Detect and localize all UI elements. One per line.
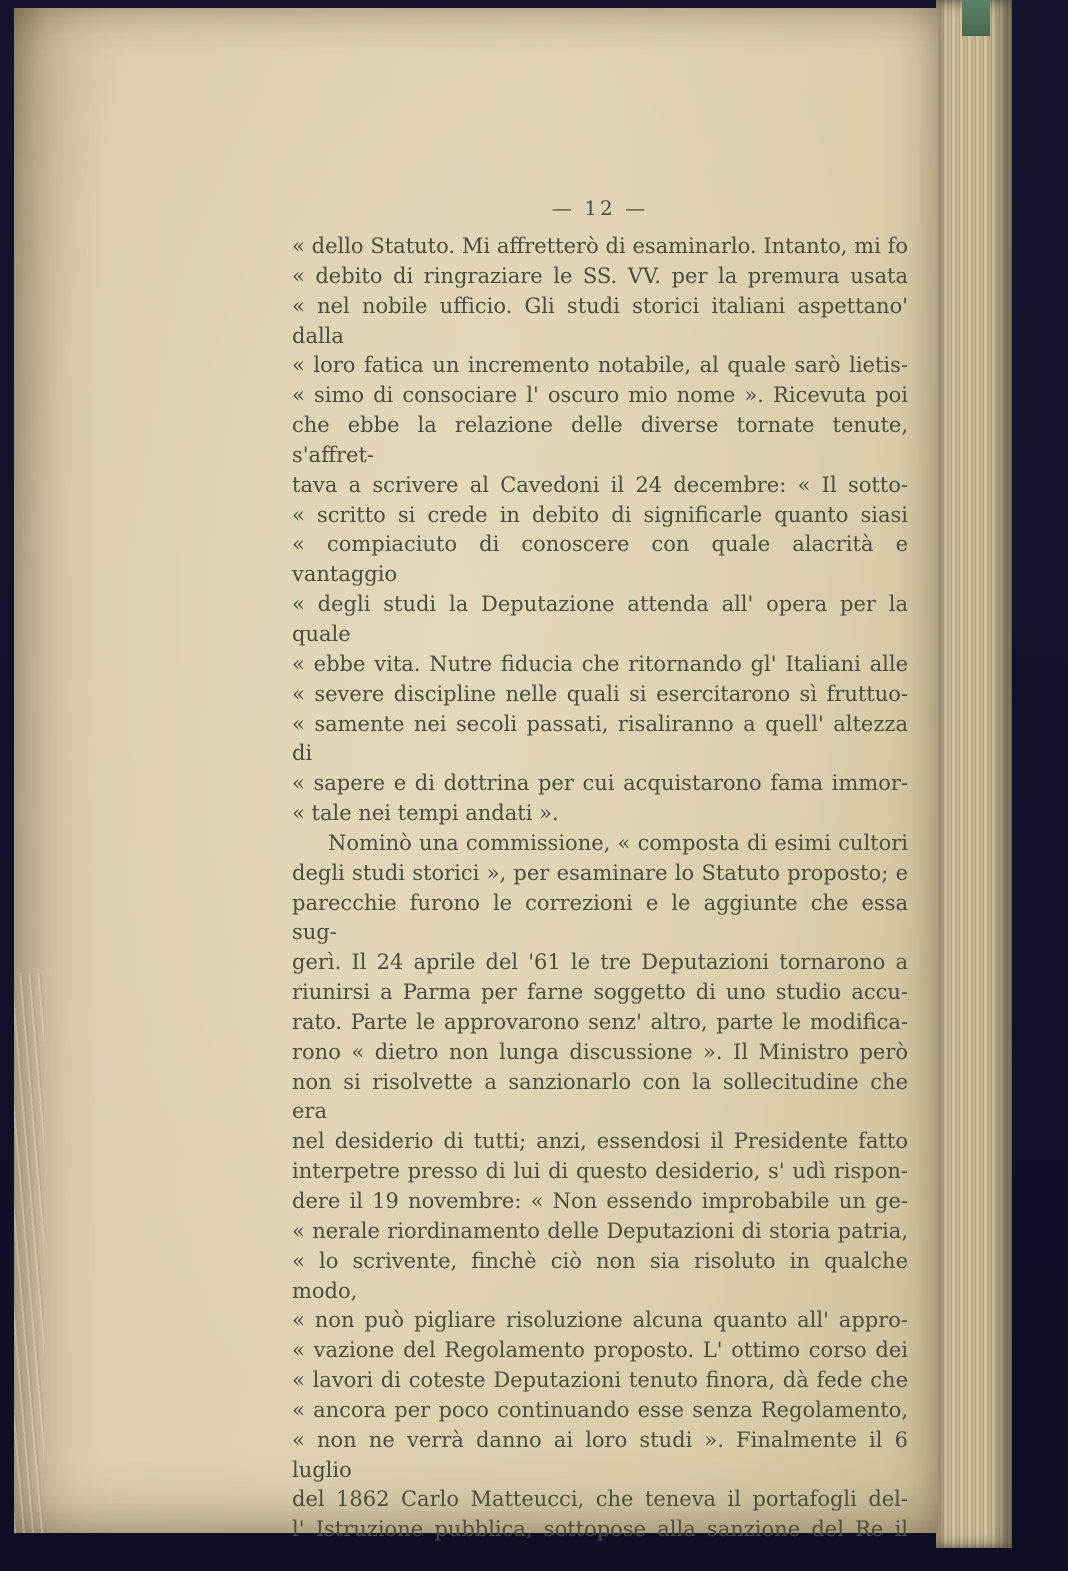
paragraph-commission [292,829,908,1545]
text-line: dere il 19 novembre: « Non essendo improbabile un ge- [292,1189,908,1213]
text-line: Nominò una commissione, « composta di esimi cultori [328,830,908,855]
text-line: tava a scrivere al Cavedoni il 24 decembre: « Il sotto- [292,472,908,497]
text-line: « compiaciuto di conoscere con quale alacrità e vantaggio [292,532,908,587]
text-line: « degli studi la Deputazione attenda all' opera per la quale [292,592,908,646]
page-number: — 12 — [551,196,649,220]
text-line: « nel nobile ufficio. Gli studi storici italiani aspettano' dalla [292,293,908,348]
text-line: nel desiderio di tutti; anzi, essendosi il Presidente fatto [292,1129,908,1154]
paragraph-quoted-letter [292,232,908,829]
text-line: che ebbe la relazione delle diverse tornate tenute, s'affret- [292,413,908,467]
text-line: « severe discipline nelle quali si esercitarono sì fruttuo- [292,681,908,706]
text-line: rato. Parte le approvarono senz' altro, parte le modifica- [292,1009,908,1034]
text-line: non si risolvette a sanzionarlo con la sollecitudine che era [292,1069,908,1124]
text-line: « non ne verrà danno ai loro studi ». Finalmente il 6 luglio [292,1427,908,1482]
book-page [14,8,938,1542]
text-line: interpetre presso di lui di questo desiderio, s' udì rispon- [292,1159,908,1184]
text-line: « non può pigliare risoluzione alcuna quanto all' appro- [292,1308,908,1333]
text-line: « simo di consociare l' oscuro mio nome ». Ricevuta poi [292,383,908,408]
text-line: « loro fatica un incremento notabile, al quale sarò lietis- [292,353,908,378]
book-fore-edge-pages [936,0,1012,1548]
text-line: « dello Statuto. Mi affretterò di esaminarlo. Intanto, mi fo [292,234,908,258]
text-line: riunirsi a Parma per farne soggetto di uno studio accu- [292,980,908,1005]
text-line: l' Istruzione pubblica, sottopose alla sanzione del Re il [292,1517,908,1542]
text-line: « debito di ringraziare le SS. VV. per la premura usata [292,263,908,288]
text-line: « ancora per poco continuando esse senza Regolamento, [292,1397,908,1422]
text-line: del 1862 Carlo Matteucci, che teneva il portafogli del- [292,1487,908,1512]
text-line: « lo scrivente, finchè ciò non sia risoluto in qualche modo, [292,1248,908,1303]
text-line: « ebbe vita. Nutre fiducia che ritornando gl' Italiani alle [292,651,908,676]
text-line: « scritto si crede in debito di significarle quanto siasi [292,502,908,527]
text-line: parecchie furono le correzioni e le aggiunte che essa sug- [292,890,908,945]
text-line: « tale nei tempi andati ». [292,801,559,826]
text-line: « lavori di coteste Deputazioni tenuto finora, dà fede che [292,1368,908,1393]
text-line: gerì. Il 24 aprile del '61 le tre Deputazioni tornarono a [292,950,908,975]
text-line: rono « dietro non lunga discussione ». Il Ministro però [292,1039,908,1064]
page-text [292,232,908,1545]
text-line: « nerale riordinamento delle Deputazioni di storia patria, [292,1218,908,1243]
text-line: degli studi storici », per esaminare lo Statuto proposto; e [292,860,908,885]
text-line: « sapere e di dottrina per cui acquistarono fama immor- [292,771,908,796]
text-line: « samente nei secoli passati, risaliranno a quell' altezza di [292,711,908,766]
text-line: « vazione del Regolamento proposto. L' ottimo corso dei [292,1338,908,1363]
book-cover-corner [962,0,990,36]
